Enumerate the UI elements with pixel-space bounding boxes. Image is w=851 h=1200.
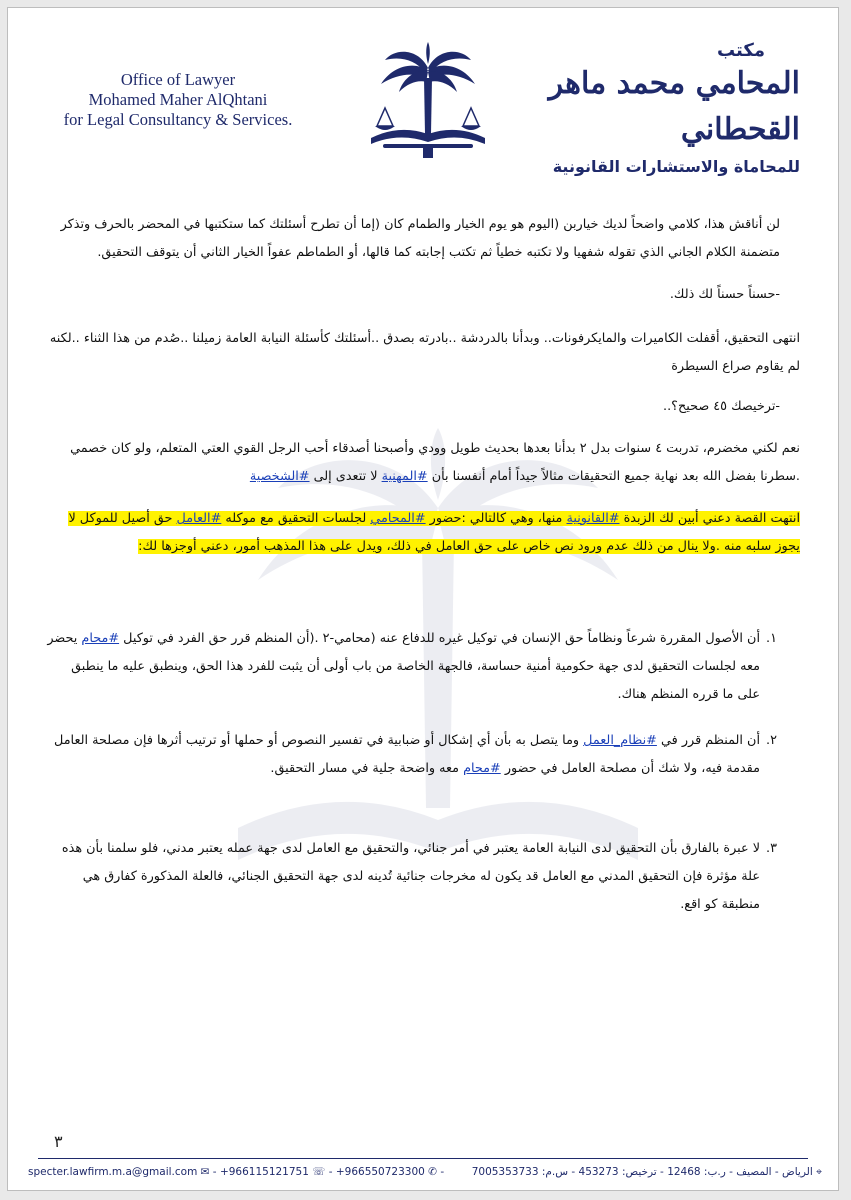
hashtag-link[interactable]: #الشخصية — [249, 469, 310, 484]
footer-divider — [38, 1158, 808, 1159]
list-item-1-text-a: أن الأصول المقررة شرعاً ونظاماً حق الإنسان في توكيل غيره للدفاع عنه (محامي-٢ .(أن المنظم قرر حق الفرد في توكيل — [119, 631, 760, 646]
list-item-2-text-b: وما يتصل به بأن أي إشكال أو ضبابية في تفسير النصوص أو حملها أو ترتيب أثرها فإن مصلحة العامل مقدمة فيه، ولا شك أن مصلحة العامل في حضور — [54, 733, 760, 776]
paragraph-3: انتهى التحقيق، أقفلت الكاميرات والمايكرفونات.. وبدأنا بالدردشة ..بادرته بصدق ..أسئلتك كأسئلة النيابة العامة زميلنا ..صُدم من هذا الثناء ..لكنه لم يقاوم صراع السيطرة — [49, 331, 800, 374]
page-number: ٣ — [54, 1132, 63, 1151]
hashtag-link[interactable]: #محام — [81, 631, 120, 646]
hashtag-link[interactable]: #المهنية — [381, 469, 428, 484]
paragraph-6-text-d: حق أصيل للموكل لا يجوز سلبه منه .ولا ينال من ذلك عدم ورود نص خاص على حق العامل في ذلك، ويدل على هذا المذهب أمور، دعني أوجزها لك: — [68, 511, 800, 554]
header-en-line-2: Mohamed Maher AlQhtani — [88, 90, 268, 109]
hashtag-link[interactable]: #القانونية — [566, 511, 620, 526]
header-english — [43, 70, 313, 130]
location-icon: ⌖ — [812, 1166, 822, 1178]
paragraph-1: لن أناقش هذا، كلامي واضحاً لديك خياربن (اليوم هو يوم الخيار والطمام كان (إما أن تطرح أسئلتك كما ستكتبها في المحضر بالحرف وتذكر متضمنة الكلام الجاني الذي تقوله شفهيا ولا تكتبه خطياً ثم تكتب إجابته كما قالها، أو الطماطم عفواً الخيار الثاني أن يتوقف التحقيق. — [60, 217, 780, 260]
whatsapp-icon: ✆ — [428, 1166, 441, 1178]
paragraph-5-text-b: لا تتعدى إلى — [309, 469, 382, 484]
hashtag-link[interactable]: #محام — [463, 761, 501, 776]
header-ar-name: المحامي محمد ماهر القحطاني — [548, 66, 800, 147]
list-item-2-text-a: أن المنظم قرر في — [656, 733, 760, 748]
envelope-icon: ✉ — [200, 1166, 213, 1178]
header-ar-office: مكتب — [716, 40, 765, 61]
header-arabic — [540, 40, 800, 176]
hashtag-link[interactable]: #نظام_العمل — [583, 733, 657, 748]
list-item-3 — [46, 835, 800, 919]
paragraph-2: -حسناً حسناً لك ذلك. — [669, 287, 780, 302]
paragraph-6-text-a: انتهت القصة دعني أبين لك الزبدة — [619, 511, 800, 526]
list-item-3-text: لا عبرة بالفارق بأن التحقيق لدى النيابة العامة يعتبر في أمر جنائي، والتحقيق مع العامل لدى جهة عمله يعتبر مدني، فلو سلمنا بأن هذه علة مؤثرة فإن التحقيق المدني مع العامل قد يكون له مخرجات جنائية تُدينه لدى جهة التحقيق الجنائي، فالعلة المذكورة كفارق هي منطبقة كو اقع. — [61, 841, 760, 912]
paragraph-5-text-a: نعم لكني مخضرم، تدربت ٤ سنوات بدل ٢ بدأنا بعدها بحديث طويل وودي وأصبحنا أصدقاء أحب الرجل القوي العتي المتعلم، ولو كان خصمي .سطرنا بفضل الله بعد نهاية جميع التحقيقات مثالاً جيداً أمام أنفسنا بأن — [70, 441, 800, 484]
paragraph-6-text-c: لجلسات التحقيق مع موكله — [221, 511, 371, 526]
list-item-1-text-b: يحضر معه لجلسات التحقيق لدى جهة حكومية أمنية حساسة، فالجهة الخاصة من باب أولى أن يثبت للفرد هذا الحق، وينطبق عليه ما ينطبق على ما قرره المنظم هناك. — [47, 631, 760, 702]
header-en-line-1: Office of Lawyer — [120, 70, 236, 89]
document-body — [46, 211, 800, 919]
footer-address-group — [472, 1166, 822, 1179]
header-ar-subtitle: للمحاماة والاستشارات القانونية — [552, 157, 800, 176]
list-item-2-text-c: معه واضحة جلية في مسار التحقيق. — [270, 761, 464, 776]
footer — [28, 1166, 822, 1179]
document-page — [7, 7, 839, 1191]
footer-phone-1[interactable]: +966115121751 — [219, 1166, 309, 1178]
list-number: ١. — [766, 631, 777, 646]
paragraph-5 — [46, 435, 800, 491]
list-number: ٢. — [766, 733, 777, 748]
footer-contact: specter.lawfirm.m.a@gmail.com ✉ - +966115121751 ☏ - +966550723300 ✆ - — [28, 1166, 445, 1178]
palm-scales-logo — [363, 38, 493, 163]
hashtag-link[interactable]: #العامل — [176, 511, 222, 526]
hashtag-link[interactable]: #المحامي — [370, 511, 426, 526]
paragraph-6-highlighted — [46, 505, 800, 561]
footer-phone-2[interactable]: +966550723300 — [335, 1166, 425, 1178]
footer-address: الرياض - المصيف - ر.ب: 12468 - ترخيص: 453273 - س.م: 7005353733 — [471, 1166, 813, 1178]
list-item-1 — [46, 625, 800, 709]
phone-icon: ☏ — [312, 1166, 329, 1178]
list-number: ٣. — [766, 841, 777, 856]
header-en-line-3: for Legal Consultancy & Services. — [63, 110, 293, 129]
footer-email[interactable]: specter.lawfirm.m.a@gmail.com — [28, 1166, 198, 1178]
paragraph-4: -ترخيصك ٤٥ صحيح؟.. — [663, 399, 780, 414]
paragraph-6-text-b: منها، وهي كالتالي :حضور — [425, 511, 567, 526]
list-item-2 — [46, 727, 800, 783]
